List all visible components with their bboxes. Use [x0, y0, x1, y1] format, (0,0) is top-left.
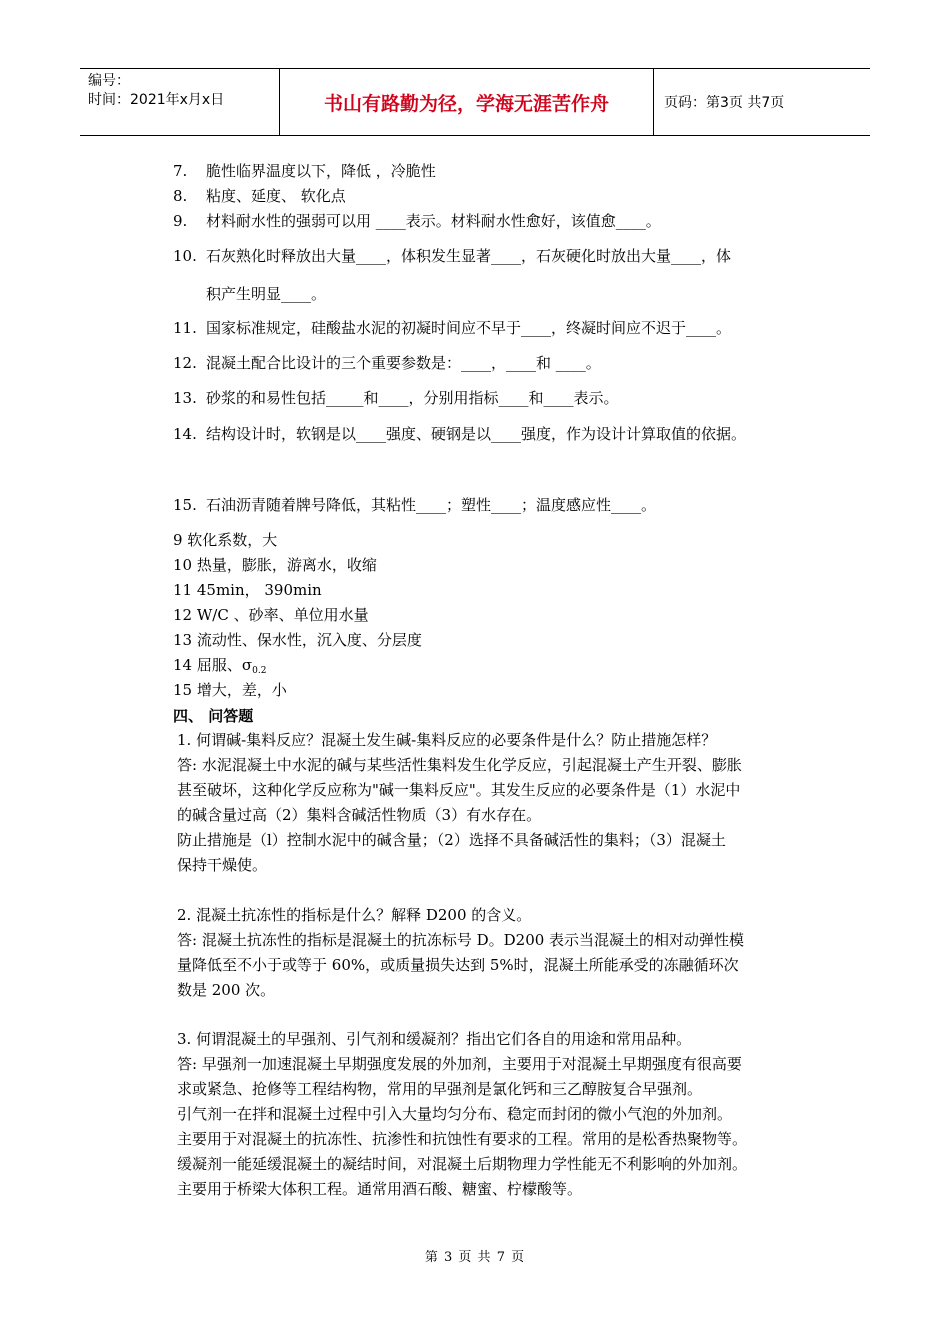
- question-text: 混凝土配合比设计的三个重要参数是：____，____和 ____。: [206, 354, 601, 372]
- question-text: 石油沥青随着牌号降低，其粘性____；塑性____；温度感应性____。: [206, 496, 657, 514]
- question-number: 10.: [173, 247, 197, 265]
- qa-1-answer-line: 防止措施是（l）控制水泥中的碱含量；（2）选择不具备碱活性的集料；（3）混凝土: [177, 831, 726, 849]
- question-number: 13.: [173, 389, 197, 407]
- answer-9: 9 软化系数，大: [173, 531, 278, 549]
- question-10: [173, 246, 731, 266]
- question-number: 8.: [173, 187, 188, 205]
- document-number-label: 编号：: [88, 73, 130, 89]
- qa-2-answer-line: 量降低至不小于或等于 60%，或质量损失达到 5%时，混凝土所能承受的冻融循环次: [177, 956, 739, 974]
- qa-3-answer-line: 引气剂一在拌和混凝土过程中引入大量均匀分布、稳定而封闭的微小气泡的外加剂。: [177, 1105, 733, 1123]
- question-15: [173, 495, 656, 515]
- qa-2-question: 2. 混凝土抗冻性的指标是什么？解释 D200 的含义。: [177, 906, 532, 924]
- question-number: 11.: [173, 319, 197, 337]
- answer-14: [173, 655, 266, 681]
- question-text: 脆性临界温度以下，降低 ，冷脆性: [206, 162, 436, 180]
- qa-3-answer-line: 答: 早强剂一加速混凝土早期强度发展的外加剂，主要用于对混凝土早期强度有很高要: [177, 1055, 742, 1073]
- question-9: [173, 211, 661, 231]
- answer-14-text: 14 屈服、σ: [173, 656, 253, 674]
- question-number: 7.: [173, 162, 188, 180]
- qa-2-answer-line: 答: 混凝土抗冻性的指标是混凝土的抗冻标号 D。D200 表示当混凝土的相对动弹性模: [177, 931, 745, 949]
- question-text: 结构设计时，软钢是以____强度、硬钢是以____强度，作为设计计算取值的依据。: [206, 425, 747, 443]
- qa-3-question: 3. 何谓混凝土的早强剂、引气剂和缓凝剂？指出它们各自的用途和常用品种。: [177, 1030, 692, 1048]
- answer-10: 10 热量，膨胀，游离水，收缩: [173, 556, 377, 574]
- qa-1-answer-line: 甚至破坏，这种化学反应称为"碱一集料反应"。其发生反应的必要条件是（1）水泥中: [177, 781, 741, 799]
- qa-3-answer-line: 主要用于对混凝土的抗冻性、抗渗性和抗蚀性有要求的工程。常用的是松香热聚物等。: [177, 1130, 748, 1148]
- question-11: [173, 318, 731, 338]
- qa-1-answer-line: 保持干燥使。: [177, 856, 268, 874]
- header-meta: [80, 69, 280, 135]
- page-footer: 第 3 页 共 7 页: [424, 1250, 526, 1265]
- question-text: 国家标准规定，硅酸盐水泥的初凝时间应不早于____，终凝时间应不迟于____。: [206, 319, 732, 337]
- qa-3-answer-line: 主要用于桥梁大体积工程。通常用酒石酸、糖蜜、柠檬酸等。: [177, 1180, 583, 1198]
- answer-11: 11 45min， 390min: [173, 581, 322, 599]
- answer-13: 13 流动性、保水性，沉入度、分层度: [173, 631, 422, 649]
- qa-2-answer-line: 数是 200 次。: [177, 981, 276, 999]
- document-time-label: 时间：2021年x月x日: [88, 92, 225, 108]
- question-7: [173, 161, 436, 181]
- question-14: [173, 424, 746, 444]
- answer-12: 12 W/C 、砂率、单位用水量: [173, 606, 369, 624]
- question-number: 15.: [173, 496, 197, 514]
- question-text: 材料耐水性的强弱可以用 ____表示。材料耐水性愈好，该值愈____。: [206, 212, 661, 230]
- question-number: 14.: [173, 425, 197, 443]
- question-number: 12.: [173, 354, 197, 372]
- question-number: 9.: [173, 212, 188, 230]
- answer-14-subscript: 0.2: [252, 666, 267, 676]
- header-motto: 书山有路勤为径，学海无涯苦作舟: [280, 69, 654, 135]
- qa-1-question: 1. 何谓碱-集料反应？混凝土发生碱-集料反应的必要条件是什么？防止措施怎样？: [177, 731, 717, 749]
- header-table: [80, 68, 870, 136]
- question-12: [173, 353, 601, 373]
- question-text: 砂浆的和易性包括_____和____，分别用指标____和____表示。: [206, 389, 619, 407]
- question-text: 石灰熟化时释放出大量____，体积发生显著____，石灰硬化时放出大量____，体: [206, 247, 732, 265]
- section-title: 四、 问答题: [173, 707, 254, 725]
- question-10-continued: 积产生明显____。: [206, 285, 327, 303]
- question-8: [173, 186, 346, 206]
- question-13: [173, 388, 619, 408]
- qa-3-answer-line: 缓凝剂一能延缓混凝土的凝结时间，对混凝土后期物理力学性能无不利影响的外加剂。: [177, 1155, 748, 1173]
- question-text: 粘度、延度、 软化点: [206, 187, 346, 205]
- qa-1-answer-line: 的碱含量过高（2）集料含碱活性物质（3）有水存在。: [177, 806, 542, 824]
- qa-1-answer-line: 答: 水泥混凝土中水泥的碱与某些活性集料发生化学反应，引起混凝土产生开裂、膨胀: [177, 756, 742, 774]
- qa-3-answer-line: 求或紧急、抢修等工程结构物，常用的早强剂是氯化钙和三乙醇胺复合早强剂。: [177, 1080, 703, 1098]
- header-page-info: 页码：第3页 共7页: [664, 95, 785, 111]
- answer-15: 15 增大，差，小: [173, 681, 287, 699]
